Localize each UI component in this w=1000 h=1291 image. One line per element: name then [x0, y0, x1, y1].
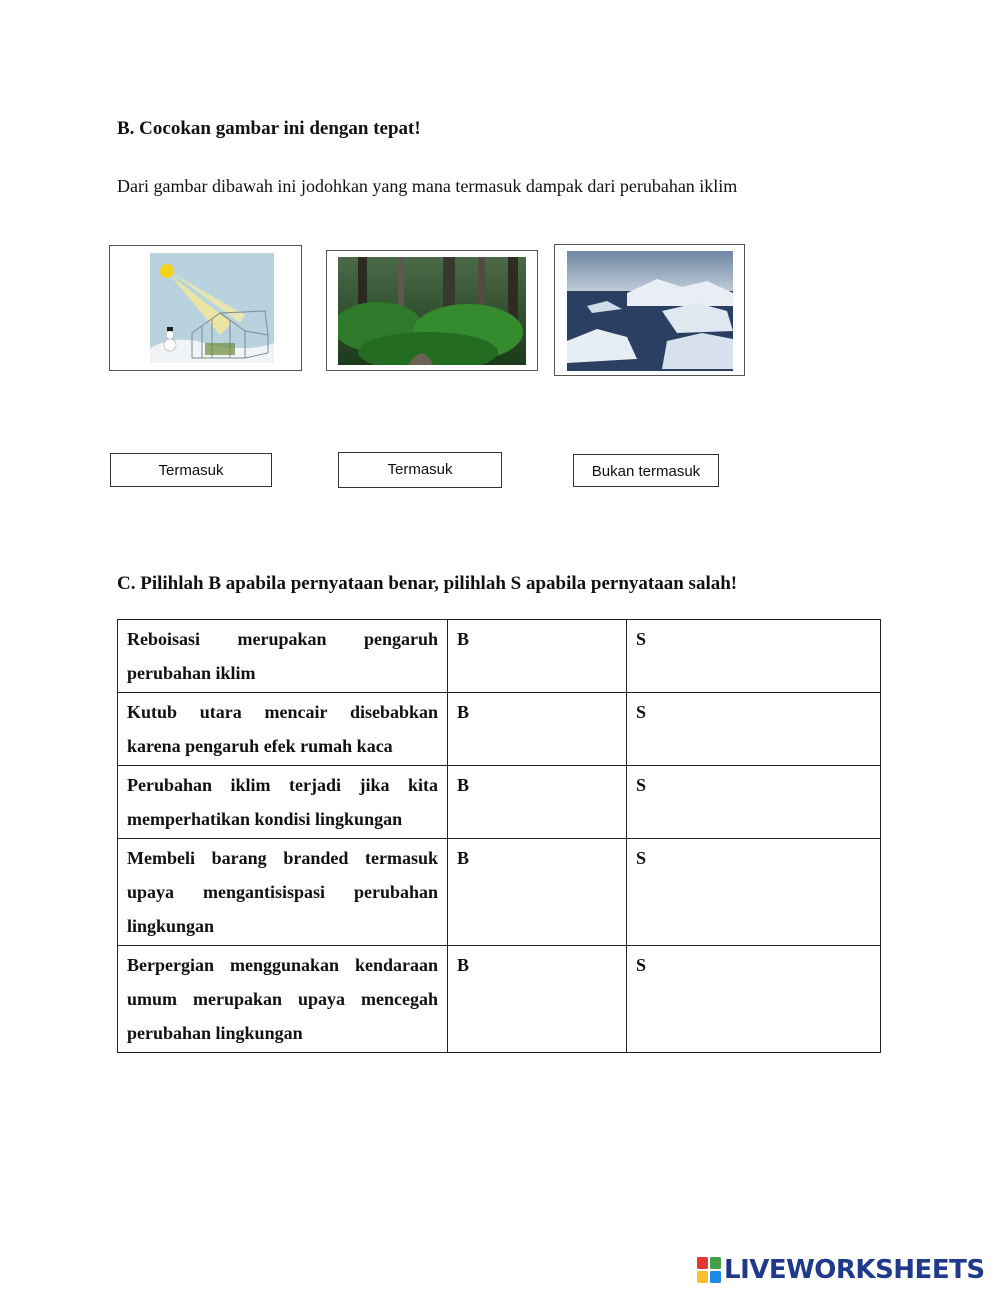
section-b-instruction: Dari gambar dibawah ini jodohkan yang mana termasuk dampak dari perubahan iklim [117, 176, 738, 196]
statement-cell: Membeli barang branded termasuk upaya mengantisispasi perubahan lingkungan [118, 839, 448, 946]
option-s-cell[interactable]: S [627, 839, 881, 946]
statement-cell: Berpergian menggunakan kendaraan umum merupakan upaya mencegah perubahan lingkungan [118, 946, 448, 1053]
greenhouse-image[interactable] [109, 245, 302, 371]
table-row [118, 620, 881, 693]
table-row [118, 839, 881, 946]
table-row [118, 766, 881, 839]
statement-cell: Kutub utara mencair disebabkan karena pengaruh efek rumah kaca [118, 693, 448, 766]
logo-text: LIVEWORKSHEETS [724, 1255, 985, 1285]
section-c-heading: C. Pilihlah B apabila pernyataan benar, pilihlah S apabila pernyataan salah! [117, 573, 738, 594]
statement-cell: Reboisasi merupakan pengaruh perubahan iklim [118, 620, 448, 693]
answer-box-1[interactable]: Termasuk [110, 453, 272, 487]
table-row [118, 946, 881, 1053]
live-blocks-icon [697, 1257, 721, 1283]
statement-cell: Perubahan iklim terjadi jika kita memperhatikan kondisi lingkungan [118, 766, 448, 839]
forest-image[interactable] [326, 250, 538, 371]
option-b-cell[interactable]: B [448, 766, 627, 839]
option-b-cell[interactable]: B [448, 693, 627, 766]
option-b-cell[interactable]: B [448, 620, 627, 693]
forest-photo-icon [338, 257, 526, 365]
ice-image[interactable] [554, 244, 745, 376]
greenhouse-effect-illustration-icon [150, 253, 274, 363]
option-b-cell[interactable]: B [448, 839, 627, 946]
answer-box-3[interactable]: Bukan termasuk [573, 454, 719, 487]
option-s-cell[interactable]: S [627, 766, 881, 839]
liveworksheets-logo[interactable] [697, 1254, 985, 1286]
answer-box-2[interactable]: Termasuk [338, 452, 502, 488]
table-row [118, 693, 881, 766]
option-s-cell[interactable]: S [627, 693, 881, 766]
melting-ice-photo-icon [567, 251, 733, 371]
option-s-cell[interactable]: S [627, 620, 881, 693]
option-b-cell[interactable]: B [448, 946, 627, 1053]
option-s-cell[interactable]: S [627, 946, 881, 1053]
section-b-heading: B. Cocokan gambar ini dengan tepat! [117, 118, 421, 139]
true-false-table [117, 619, 881, 1053]
